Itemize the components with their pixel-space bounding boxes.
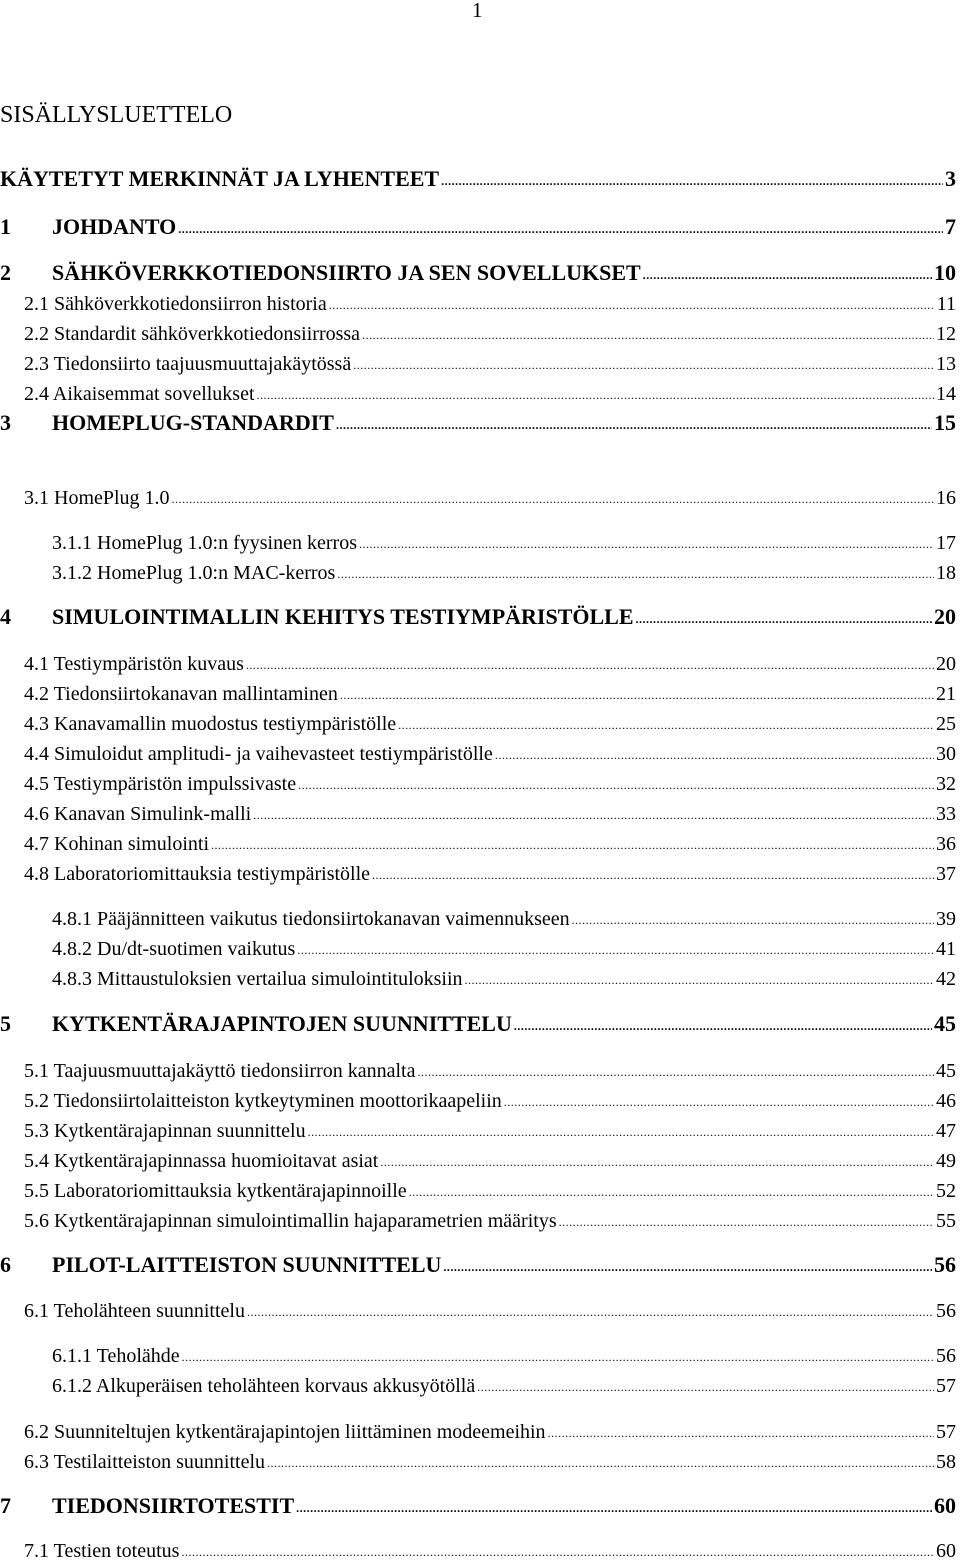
toc-entry-page: 15 — [934, 410, 956, 435]
page-number: 1 — [472, 0, 483, 22]
toc-entry-number: 2 — [0, 260, 11, 285]
toc-entry-text: 4.2 Tiedonsiirtokanavan mallintaminen — [24, 683, 338, 705]
toc-entry-text: JOHDANTO — [52, 214, 177, 239]
toc-entry-text: 2.3 Tiedonsiirto taajuusmuuttajakäytössä — [24, 353, 352, 375]
toc-entry-5-5[interactable] — [24, 1171, 956, 1201]
toc-entry-text: 4.8.1 Pääjännitteen vaikutus tiedonsiirtokanavan vaimennukseen — [52, 908, 570, 930]
toc-entry-text: 3.1 HomePlug 1.0 — [24, 487, 170, 509]
toc-entry-text: KÄYTETYT MERKINNÄT JA LYHENTEET — [0, 166, 440, 191]
toc-entry-4-3[interactable] — [24, 704, 956, 734]
toc-entry-page: 16 — [936, 487, 956, 509]
toc-entry-text: 5.2 Tiedonsiirtolaitteiston kytkeytyminen moottorikaapeliin — [24, 1090, 502, 1112]
toc-entry-abbreviations[interactable] — [0, 160, 956, 190]
toc-entry-text: KYTKENTÄRAJAPINTOJEN SUUNNITTELU — [52, 1011, 512, 1036]
toc-entry-5-6[interactable] — [24, 1201, 956, 1231]
toc-entry-page: 18 — [936, 562, 956, 584]
toc-entry-text: 4.8 Laboratoriomittauksia testiympäristölle — [24, 863, 371, 885]
toc-entry-number: 6 — [0, 1252, 11, 1277]
toc-entry-page: 56 — [934, 1252, 956, 1277]
toc-entry-text: 5.5 Laboratoriomittauksia kytkentärajapinnoille — [24, 1180, 407, 1202]
toc-entry-text: 6.1.1 Teholähde — [52, 1345, 180, 1367]
toc-entry-page: 12 — [936, 323, 956, 345]
toc-entry-6-2[interactable] — [24, 1412, 956, 1442]
toc-entry-number: 7 — [0, 1493, 11, 1518]
toc-entry-page: 37 — [936, 863, 956, 885]
toc-entry-5-4[interactable] — [24, 1141, 956, 1171]
toc-entry-text: SIMULOINTIMALLIN KEHITYS TESTIYMPÄRISTÖLLE — [52, 604, 634, 629]
toc-entry-text: 4.8.2 Du/dt-suotimen vaikutus — [52, 938, 296, 960]
toc-entry-3-1[interactable] — [24, 478, 956, 508]
toc-entry-text: 2.1 Sähköverkkotiedonsiirron historia — [24, 293, 327, 315]
toc-entry-page: 52 — [936, 1180, 956, 1202]
toc-entry-text: 5.3 Kytkentärajapinnan suunnittelu — [24, 1120, 306, 1142]
toc-entry-page: 25 — [936, 713, 956, 735]
toc-entry-page: 30 — [936, 743, 956, 765]
toc-entry-4-5[interactable] — [24, 764, 956, 794]
toc-entry-text: 4.6 Kanavan Simulink-malli — [24, 803, 252, 825]
toc-entry-number: 5 — [0, 1011, 11, 1036]
toc-entry-3-1-2[interactable] — [52, 553, 956, 583]
toc-entry-number: 3 — [0, 410, 11, 435]
toc-entry-page: 56 — [936, 1300, 956, 1322]
toc-entry-text: 7.1 Testien toteutus — [24, 1540, 180, 1562]
toc-entry-page: 39 — [936, 908, 956, 930]
toc-entry-6-1[interactable] — [24, 1291, 956, 1321]
toc-entry-text: 4.7 Kohinan simulointi — [24, 833, 209, 855]
toc-title: SISÄLLYSLUETTELO — [0, 102, 233, 128]
toc-entry-text: SÄHKÖVERKKOTIEDONSIIRTO JA SEN SOVELLUKSET — [52, 260, 641, 285]
toc-entry-5-3[interactable] — [24, 1111, 956, 1141]
toc-entry-page: 60 — [936, 1540, 956, 1562]
toc-entry-text: 4.5 Testiympäristön impulssivaste — [24, 773, 297, 795]
toc-entry-4-6[interactable] — [24, 794, 956, 824]
toc-entry-4-7[interactable] — [24, 824, 956, 854]
toc-entry-page: 57 — [936, 1421, 956, 1443]
toc-entry-4-8-3[interactable] — [52, 959, 956, 989]
toc-entry-page: 13 — [936, 353, 956, 375]
toc-entry-page: 49 — [936, 1150, 956, 1172]
toc-entry-page: 46 — [936, 1090, 956, 1112]
toc-entry-4-1[interactable] — [24, 644, 956, 674]
toc-entry-page: 45 — [934, 1011, 956, 1036]
toc-entry-page: 45 — [936, 1060, 956, 1082]
toc-entry-text: 6.1 Teholähteen suunnittelu — [24, 1300, 245, 1322]
toc-entry-page: 41 — [936, 938, 956, 960]
toc-entry-text: 4.1 Testiympäristön kuvaus — [24, 653, 244, 675]
toc-entry-text: 6.3 Testilaitteiston suunnittelu — [24, 1451, 265, 1473]
toc-entry-chapter-2[interactable] — [0, 254, 956, 284]
toc-entry-page: 47 — [936, 1120, 956, 1142]
toc-entry-chapter-5[interactable] — [0, 1005, 956, 1035]
toc-entry-page: 20 — [936, 653, 956, 675]
toc-entry-6-1-1[interactable] — [52, 1336, 956, 1366]
toc-entry-5-2[interactable] — [24, 1081, 956, 1111]
toc-entry-7-1[interactable] — [24, 1531, 956, 1561]
toc-entry-text: PILOT-LAITTEISTON SUUNNITTELU — [52, 1252, 442, 1277]
toc-entry-page: 42 — [936, 968, 956, 990]
toc-entry-page: 55 — [936, 1210, 956, 1232]
toc-entry-chapter-4[interactable] — [0, 598, 956, 628]
toc-entry-page: 14 — [936, 383, 956, 405]
toc-entry-text: HOMEPLUG-STANDARDIT — [52, 410, 334, 435]
toc-entry-text: 4.3 Kanavamallin muodostus testiympäristölle — [24, 713, 397, 735]
toc-entry-2-3[interactable] — [24, 344, 956, 374]
toc-entry-2-4[interactable] — [24, 374, 956, 404]
toc-entry-page: 21 — [936, 683, 956, 705]
toc-entry-text: 5.1 Taajuusmuuttajakäyttö tiedonsiirron kannalta — [24, 1060, 416, 1082]
toc-entry-page: 17 — [936, 532, 956, 554]
toc-entry-text: 5.6 Kytkentärajapinnan simulointimallin hajaparametrien määritys — [24, 1210, 557, 1232]
toc-entry-6-3[interactable] — [24, 1442, 956, 1472]
toc-entry-2-2[interactable] — [24, 314, 956, 344]
toc-entry-text: 3.1.1 HomePlug 1.0:n fyysinen kerros — [52, 532, 357, 554]
toc-entry-page: 60 — [934, 1493, 956, 1518]
toc-entry-number: 4 — [0, 604, 11, 629]
toc-entry-number: 1 — [0, 214, 11, 239]
toc-entry-text: 2.4 Aikaisemmat sovellukset — [24, 383, 255, 405]
toc-entry-text: 6.2 Suunniteltujen kytkentärajapintojen liittäminen modeemeihin — [24, 1421, 546, 1443]
toc-entry-page: 32 — [936, 773, 956, 795]
toc-entry-3-1-1[interactable] — [52, 523, 956, 553]
toc-entry-4-2[interactable] — [24, 674, 956, 704]
toc-entry-text: TIEDONSIIRTOTESTIT — [52, 1493, 295, 1518]
toc-entry-5-1[interactable] — [24, 1051, 956, 1081]
toc-entry-page: 36 — [936, 833, 956, 855]
toc-entry-text: 4.4 Simuloidut amplitudi- ja vaihevasteet testiympäristölle — [24, 743, 493, 765]
toc-entry-chapter-3[interactable] — [0, 404, 956, 434]
toc-entry-chapter-1[interactable] — [0, 208, 956, 238]
toc-entry-text: 4.8.3 Mittaustuloksien vertailua simulointituloksiin — [52, 968, 463, 990]
toc-entry-page: 57 — [936, 1375, 956, 1397]
toc-entry-4-4[interactable] — [24, 734, 956, 764]
toc-entry-4-8-2[interactable] — [52, 929, 956, 959]
toc-entry-chapter-7[interactable] — [0, 1487, 956, 1517]
toc-entry-page: 33 — [936, 803, 956, 825]
toc-entry-page: 10 — [934, 260, 956, 285]
toc-entry-page: 11 — [936, 293, 956, 315]
toc-entry-text: 2.2 Standardit sähköverkkotiedonsiirrossa — [24, 323, 361, 345]
toc-entry-page: 20 — [934, 604, 956, 629]
toc-entry-page: 7 — [945, 214, 956, 239]
toc-entry-text: 6.1.2 Alkuperäisen teholähteen korvaus akkusyötöllä — [52, 1375, 476, 1397]
toc-entry-text: 5.4 Kytkentärajapinnassa huomioitavat asiat — [24, 1150, 379, 1172]
toc-entry-2-1[interactable] — [24, 284, 956, 314]
toc-entry-4-8-1[interactable] — [52, 899, 956, 929]
toc-entry-page: 56 — [936, 1345, 956, 1367]
toc-entry-page: 58 — [936, 1451, 956, 1473]
toc-entry-4-8[interactable] — [24, 854, 956, 884]
toc-entry-page: 3 — [945, 166, 956, 191]
toc-entry-chapter-6[interactable] — [0, 1246, 956, 1276]
toc-entry-text: 3.1.2 HomePlug 1.0:n MAC-kerros — [52, 562, 336, 584]
toc-entry-6-1-2[interactable] — [52, 1366, 956, 1396]
